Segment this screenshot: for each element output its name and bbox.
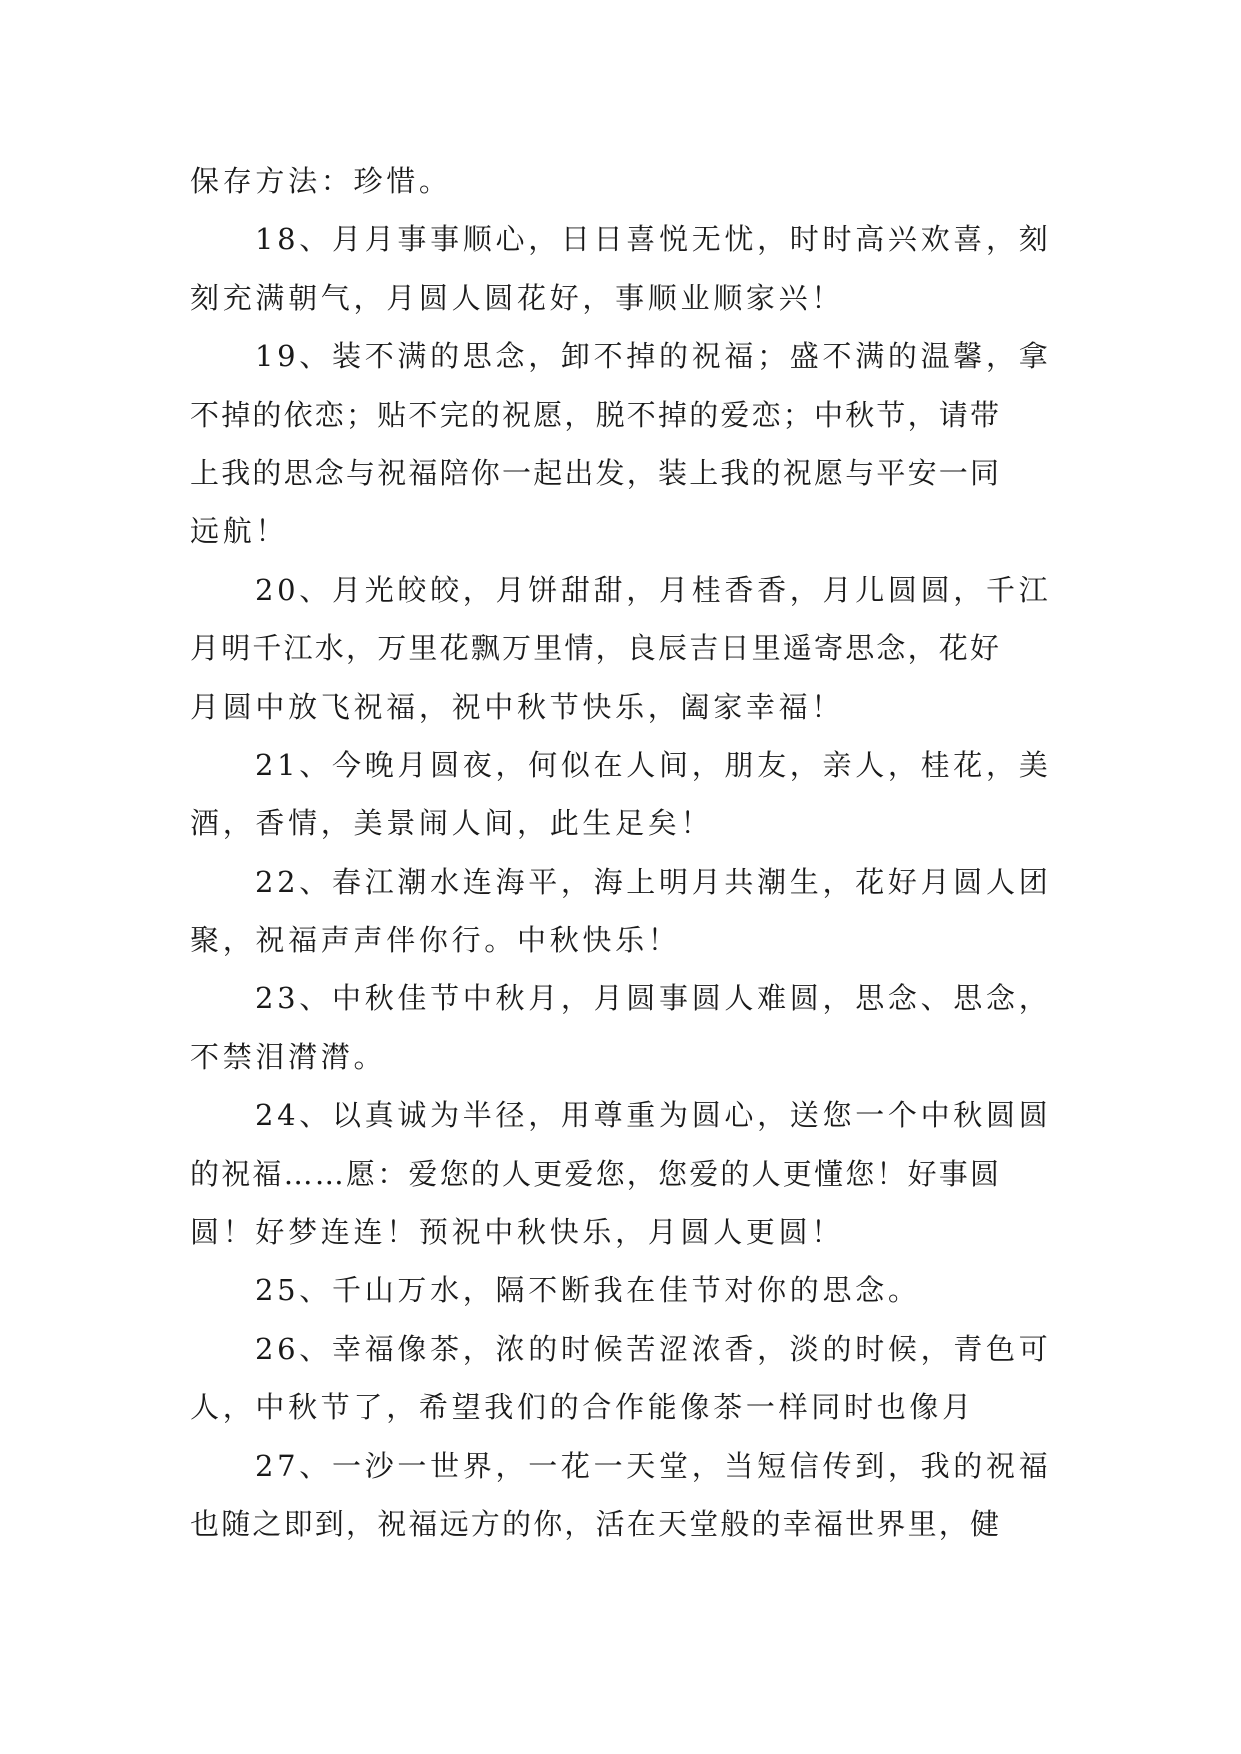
paragraph-21: [190, 736, 1060, 853]
text-line: 圆！好梦连连！预祝中秋快乐，月圆人更圆！: [190, 1215, 845, 1250]
paragraph-18: [190, 210, 1060, 327]
text-line: 22、春江潮水连海平，海上明月共潮生，花好月圆人团: [255, 864, 1052, 899]
text-line: 刻充满朝气，月圆人圆花好，事顺业顺家兴！: [190, 280, 845, 315]
text-line: 也随之即到，祝福远方的你，活在天堂般的幸福世界里，健: [190, 1506, 1002, 1541]
paragraph-24: [190, 1086, 1060, 1261]
text-line: 25、千山万水，隔不断我在佳节对你的思念。: [255, 1273, 921, 1308]
paragraph-25: [190, 1261, 1060, 1319]
text-line: 聚，祝福声声伴你行。中秋快乐！: [190, 923, 681, 958]
text-line: 酒，香情，美景闹人间，此生足矣！: [190, 806, 714, 841]
text-line: 23、中秋佳节中秋月，月圆事圆人难圆，思念、思念，: [255, 981, 1052, 1016]
text-line: 27、一沙一世界，一花一天堂，当短信传到，我的祝福: [255, 1448, 1052, 1483]
paragraph-19: [190, 327, 1060, 561]
text-line: 保存方法：珍惜。: [190, 164, 452, 198]
text-line: 不禁泪潸潸。: [190, 1039, 387, 1074]
text-line: 24、以真诚为半径，用尊重为圆心，送您一个中秋圆圆: [255, 1098, 1052, 1133]
paragraph-27: [190, 1437, 1060, 1554]
paragraph-22: [190, 853, 1060, 970]
document-body: [190, 152, 1060, 1553]
text-line: 21、今晚月圆夜，何似在人间，朋友，亲人，桂花，美: [255, 747, 1052, 782]
text-line: 26、幸福像茶，浓的时候苦涩浓香，淡的时候，青色可: [255, 1331, 1052, 1366]
text-line: 人，中秋节了，希望我们的合作能像茶一样同时也像月: [190, 1390, 975, 1425]
text-line: 20、月光皎皎，月饼甜甜，月桂香香，月儿圆圆，千江: [255, 572, 1052, 607]
paragraph-23: [190, 969, 1060, 1086]
text-line: 的祝福……愿：爱您的人更爱您，您爱的人更懂您！好事圆: [190, 1156, 1002, 1191]
text-line: 月圆中放飞祝福，祝中秋节快乐，阖家幸福！: [190, 689, 845, 724]
paragraph-20: [190, 561, 1060, 736]
text-line: 18、月月事事顺心，日日喜悦无忧，时时高兴欢喜，刻: [255, 222, 1052, 257]
text-line: 不掉的依恋；贴不完的祝愿，脱不掉的爱恋；中秋节，请带: [190, 397, 1002, 432]
text-line: 19、装不满的思念，卸不掉的祝福；盛不满的温馨，拿: [255, 339, 1052, 374]
text-line: 月明千江水，万里花飘万里情，良辰吉日里遥寄思念，花好: [190, 631, 1002, 666]
paragraph-26: [190, 1320, 1060, 1437]
paragraph-preserve-method: [190, 152, 1060, 210]
text-line: 远航！: [190, 514, 289, 549]
text-line: 上我的思念与祝福陪你一起出发，装上我的祝愿与平安一同: [190, 455, 1002, 490]
